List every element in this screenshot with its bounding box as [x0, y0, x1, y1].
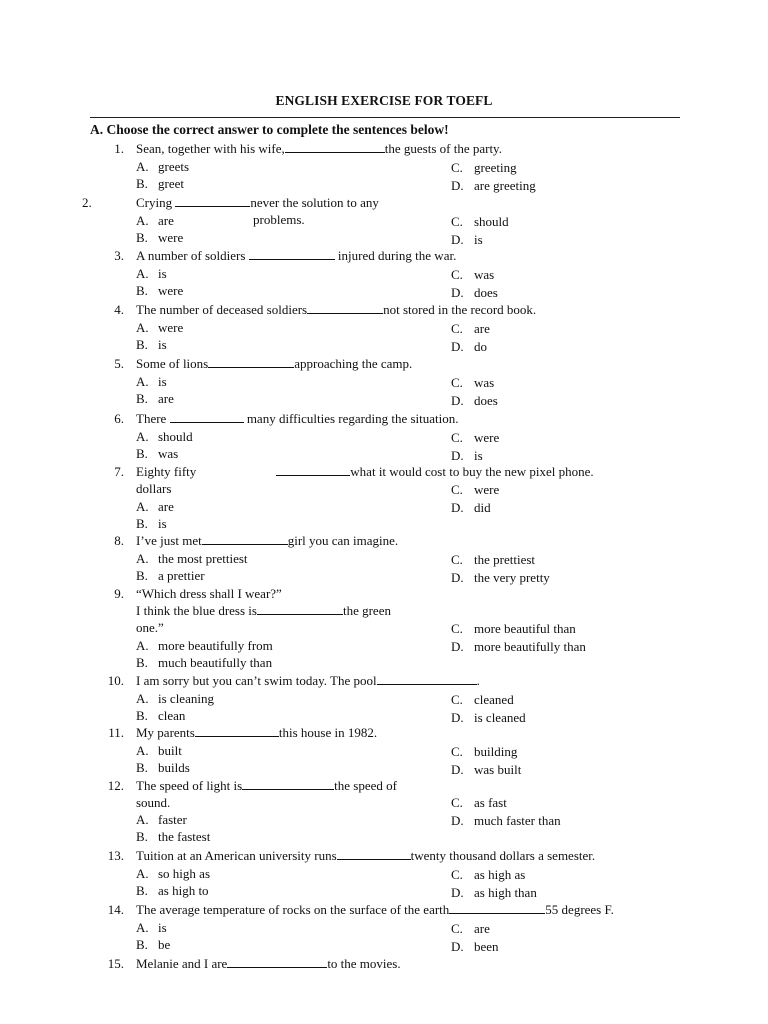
question-stem — [136, 672, 480, 689]
question-number: 8. — [114, 533, 124, 548]
answer-blank — [307, 301, 383, 314]
option-letter-c: C. — [451, 160, 463, 175]
option-a[interactable]: were — [158, 320, 184, 335]
stem-text: Crying — [136, 195, 176, 210]
question-stem — [136, 847, 595, 864]
answer-blank — [175, 194, 250, 207]
option-d[interactable]: did — [474, 500, 491, 515]
option-letter-d: D. — [451, 178, 464, 193]
option-b[interactable]: is — [158, 516, 167, 531]
option-c[interactable]: was — [474, 267, 495, 282]
stem-text-after: the speed of — [334, 778, 397, 793]
question-stem — [136, 777, 397, 794]
option-letter-c: C. — [451, 867, 463, 882]
question-stem — [136, 463, 594, 480]
option-b[interactable]: clean — [158, 708, 186, 723]
option-d[interactable]: do — [474, 339, 487, 354]
option-letter-b: B. — [136, 829, 148, 844]
stem-text-after: 55 degrees F. — [545, 902, 614, 917]
option-a[interactable]: the most prettiest — [158, 551, 248, 566]
option-d[interactable]: are greeting — [474, 178, 536, 193]
option-b[interactable]: the fastest — [158, 829, 211, 844]
option-a[interactable]: is — [158, 266, 167, 281]
option-c[interactable]: more beautiful than — [474, 621, 576, 636]
option-letter-d: D. — [451, 813, 464, 828]
question-number: 3. — [114, 248, 124, 263]
option-letter-b: B. — [136, 568, 148, 583]
question-stem — [136, 194, 379, 211]
stem-text: I am sorry but you can’t swim today. The pool — [136, 673, 377, 688]
option-letter-b: B. — [136, 760, 148, 775]
option-b[interactable]: builds — [158, 760, 190, 775]
stem-text: There — [136, 411, 170, 426]
stem-continuation: dollars — [136, 481, 172, 496]
question-stem — [136, 410, 459, 427]
question-stem — [136, 901, 614, 918]
option-a[interactable]: should — [158, 429, 193, 444]
question-stem — [136, 140, 502, 157]
option-b[interactable]: was — [158, 446, 179, 461]
option-letter-d: D. — [451, 639, 464, 654]
option-c[interactable]: were — [474, 430, 500, 445]
option-d[interactable]: more beautifully than — [474, 639, 586, 654]
option-letter-d: D. — [451, 500, 464, 515]
question-number: 11. — [108, 725, 124, 740]
stem-text: Eighty fifty — [136, 464, 197, 479]
option-d[interactable]: much faster than — [474, 813, 561, 828]
option-letter-a: A. — [136, 429, 149, 444]
question-number: 7. — [114, 464, 124, 479]
question-number: 6. — [114, 411, 124, 426]
option-c[interactable]: were — [474, 482, 500, 497]
stem-continuation: sound. — [136, 795, 171, 810]
option-b[interactable]: is — [158, 337, 167, 352]
option-letter-d: D. — [451, 285, 464, 300]
stem-text: I’ve just met — [136, 533, 202, 548]
option-c[interactable]: greeting — [474, 160, 517, 175]
option-letter-d: D. — [451, 762, 464, 777]
option-letter-c: C. — [451, 692, 463, 707]
answer-blank — [195, 724, 279, 737]
option-letter-c: C. — [451, 795, 463, 810]
option-letter-a: A. — [136, 812, 149, 827]
stem-text: My parents — [136, 725, 195, 740]
option-b[interactable]: are — [158, 391, 174, 406]
question-number: 1. — [114, 141, 124, 156]
option-c[interactable]: cleaned — [474, 692, 514, 707]
stem-text-after: the green — [342, 603, 391, 618]
option-d[interactable]: does — [474, 393, 498, 408]
stem-text: “Which dress shall I wear?” — [136, 586, 282, 601]
question-number: 5. — [114, 356, 124, 371]
option-letter-b: B. — [136, 708, 148, 723]
option-letter-d: D. — [451, 448, 464, 463]
option-letter-b: B. — [136, 883, 148, 898]
option-letter-d: D. — [451, 570, 464, 585]
stem-text-after: approaching the camp. — [294, 356, 413, 371]
option-a[interactable]: more beautifully from — [158, 638, 273, 653]
stem-text-after: the guests of the party. — [384, 141, 502, 156]
option-d[interactable]: as high than — [474, 885, 537, 900]
question-number: 13. — [107, 848, 124, 863]
option-letter-c: C. — [451, 482, 463, 497]
stem-text: Some of lions — [136, 356, 209, 371]
option-b[interactable]: be — [158, 937, 171, 952]
question-stem — [136, 301, 536, 318]
option-letter-b: B. — [136, 230, 148, 245]
question-stem-line2 — [136, 602, 391, 619]
option-letter-c: C. — [451, 267, 463, 282]
stem-text-after: injured during the war. — [334, 248, 457, 263]
section-heading: A. Choose the correct answer to complete the sentences below! — [90, 122, 449, 137]
option-letter-c: C. — [451, 430, 463, 445]
option-a[interactable]: are — [158, 499, 174, 514]
stem-text: Sean, together with his wife, — [136, 141, 285, 156]
answer-blank — [449, 901, 545, 914]
question-number: 14. — [107, 902, 124, 917]
question-number: 15. — [107, 956, 124, 971]
answer-blank — [227, 955, 327, 968]
question-number: 9. — [114, 586, 124, 601]
option-c[interactable]: the prettiest — [474, 552, 536, 567]
option-b[interactable]: greet — [158, 176, 184, 191]
option-letter-c: C. — [451, 375, 463, 390]
option-letter-d: D. — [451, 885, 464, 900]
option-letter-b: B. — [136, 337, 148, 352]
title-divider — [90, 117, 680, 118]
answer-blank — [170, 410, 244, 423]
option-letter-a: A. — [136, 866, 149, 881]
question-number: 4. — [114, 302, 124, 317]
option-letter-c: C. — [451, 552, 463, 567]
option-letter-b: B. — [136, 516, 148, 531]
answer-blank — [276, 463, 350, 476]
option-a[interactable]: built — [158, 743, 182, 758]
option-c[interactable]: should — [474, 214, 509, 229]
option-letter-d: D. — [451, 393, 464, 408]
option-a[interactable]: is — [158, 374, 167, 389]
option-a[interactable]: faster — [158, 812, 187, 827]
stem-text: The speed of light is — [136, 778, 243, 793]
option-d[interactable]: the very pretty — [474, 570, 550, 585]
question-stem — [136, 532, 398, 549]
option-a[interactable]: is — [158, 920, 167, 935]
option-b[interactable]: a prettier — [158, 568, 205, 583]
option-letter-c: C. — [451, 921, 463, 936]
answer-blank — [242, 777, 334, 790]
answer-blank — [202, 532, 288, 545]
question-number: 12. — [107, 778, 124, 793]
stem-text: I think the blue dress is — [136, 603, 257, 618]
option-letter-a: A. — [136, 374, 149, 389]
option-letter-a: A. — [136, 320, 149, 335]
option-a[interactable]: so high as — [158, 866, 210, 881]
answer-blank — [208, 355, 294, 368]
option-letter-c: C. — [451, 321, 463, 336]
question-number: 2. — [82, 195, 92, 210]
option-letter-b: B. — [136, 176, 148, 191]
option-letter-a: A. — [136, 213, 149, 228]
stem-text-after: this house in 1982. — [278, 725, 378, 740]
stem-text: Melanie and I are — [136, 956, 228, 971]
option-d[interactable]: is cleaned — [474, 710, 526, 725]
option-letter-a: A. — [136, 551, 149, 566]
option-c[interactable]: are — [474, 321, 490, 336]
option-letter-a: A. — [136, 159, 149, 174]
option-letter-b: B. — [136, 655, 148, 670]
option-a[interactable]: are — [158, 213, 174, 228]
option-letter-a: A. — [136, 691, 149, 706]
question-stem — [136, 355, 412, 372]
option-letter-c: C. — [451, 744, 463, 759]
stem-text: The number of deceased soldiers — [136, 302, 308, 317]
stem-text-after: what it would cost to buy the new pixel phone. — [350, 464, 594, 479]
stem-text: Tuition at an American university runs — [136, 848, 337, 863]
stem-text: A number of soldiers — [136, 248, 249, 263]
option-letter-d: D. — [451, 339, 464, 354]
stem-text: The average temperature of rocks on the surface of the earth — [136, 902, 450, 917]
stem-text-after: girl you can imagine. — [287, 533, 399, 548]
answer-blank — [377, 672, 477, 685]
option-d[interactable]: is — [474, 232, 483, 247]
option-letter-b: B. — [136, 446, 148, 461]
option-letter-a: A. — [136, 743, 149, 758]
stem-text-after: . — [476, 673, 480, 688]
question-number: 10. — [107, 673, 124, 688]
option-c[interactable]: as fast — [474, 795, 507, 810]
option-c[interactable]: building — [474, 744, 518, 759]
question-stem — [136, 247, 456, 264]
option-c[interactable]: as high as — [474, 867, 526, 882]
option-d[interactable]: is — [474, 448, 483, 463]
option-letter-b: B. — [136, 391, 148, 406]
option-letter-c: C. — [451, 214, 463, 229]
option-b[interactable]: were — [158, 230, 184, 245]
option-c[interactable]: are — [474, 921, 490, 936]
option-letter-b: B. — [136, 283, 148, 298]
question-stem — [136, 955, 401, 972]
option-letter-a: A. — [136, 638, 149, 653]
stem-text-after: to the movies. — [327, 956, 401, 971]
stem-text-after: many difficulties regarding the situation. — [243, 411, 459, 426]
option-letter-d: D. — [451, 232, 464, 247]
option-a[interactable]: greets — [158, 159, 190, 174]
question-stem — [136, 724, 377, 741]
option-d[interactable]: does — [474, 285, 498, 300]
answer-blank — [257, 602, 343, 615]
question-stem — [136, 585, 282, 602]
option-letter-a: A. — [136, 266, 149, 281]
option-a[interactable]: is cleaning — [158, 691, 214, 706]
option-d[interactable]: was built — [474, 762, 522, 777]
option-b[interactable]: as high to — [158, 883, 209, 898]
option-letter-a: A. — [136, 920, 149, 935]
option-letter-a: A. — [136, 499, 149, 514]
stem-text-after: twenty thousand dollars a semester. — [410, 848, 596, 863]
option-letter-d: D. — [451, 710, 464, 725]
option-b[interactable]: much beautifully than — [158, 655, 273, 670]
option-d[interactable]: been — [474, 939, 499, 954]
stem-text-after: never the solution to any — [250, 195, 379, 210]
answer-blank — [249, 247, 335, 260]
option-letter-d: D. — [451, 939, 464, 954]
option-b[interactable]: were — [158, 283, 184, 298]
option-c[interactable]: was — [474, 375, 495, 390]
option-letter-b: B. — [136, 937, 148, 952]
stem-continuation: one.” — [136, 620, 164, 635]
answer-blank — [285, 140, 385, 153]
stem-continuation: problems. — [253, 212, 305, 227]
stem-text-after: not stored in the record book. — [383, 302, 537, 317]
option-letter-c: C. — [451, 621, 463, 636]
answer-blank — [337, 847, 411, 860]
page-title: ENGLISH EXERCISE FOR TOEFL — [275, 93, 493, 108]
